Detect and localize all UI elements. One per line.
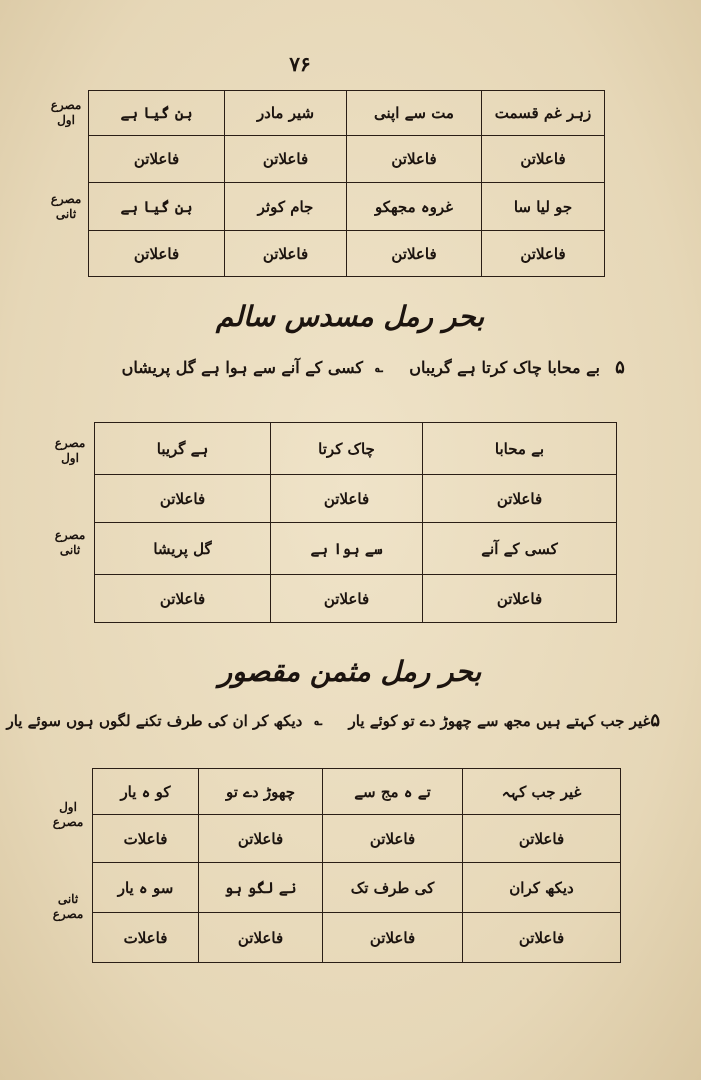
verse-2-number: ۵: [650, 710, 660, 731]
table-3-body: [93, 769, 621, 963]
meter-foot-cell: فاعلاتن: [89, 136, 225, 183]
meter-foot-cell: فاعلاتن: [89, 231, 225, 277]
table-row: [95, 423, 617, 475]
table-2-body: [95, 423, 617, 623]
verse-segment-cell: کسی کے آنے: [423, 523, 617, 575]
verse-segment-cell: تے ہ مج سے: [323, 769, 463, 815]
table-3-label-second-misra: [46, 892, 90, 922]
label-word: اول: [59, 800, 77, 814]
label-word: ثانی: [59, 543, 81, 557]
table-3-label-first-misra: [46, 800, 90, 830]
meter-foot-cell: فاعلاتن: [199, 913, 323, 963]
verse-1-second-misra: کسی کے آنے سے ہوا ہے گل پریشاں: [121, 358, 364, 377]
table-1-label-first-misra: [44, 98, 88, 128]
verse-segment-cell: غیر جب کہہ: [463, 769, 621, 815]
label-word: مصرع: [54, 528, 86, 542]
verse-segment-cell: مت سے اپنی: [347, 91, 482, 136]
meter-foot-cell: فاعلاتن: [482, 231, 605, 277]
verse-segment-cell: نے لگو ہو: [199, 863, 323, 913]
table-row: [89, 183, 605, 231]
verse-segment-cell: کی طرف تک: [323, 863, 463, 913]
table-row: [93, 769, 621, 815]
verse-segment-cell: بن گیا ہے: [89, 183, 225, 231]
verse-segment-cell: بن گیا ہے: [89, 91, 225, 136]
meter-foot-cell: فاعلاتن: [463, 815, 621, 863]
verse-2-first-misra: غیر جب کہتے ہیں مجھ سے چھوڑ دے تو کوئے یار: [348, 711, 651, 730]
label-word: مصرع: [52, 815, 84, 829]
meter-foot-cell: فاعلات: [93, 815, 199, 863]
table-row: [95, 575, 617, 623]
label-word: مصرع: [52, 907, 84, 921]
table-2-label-second-misra: [48, 528, 92, 558]
verse-segment-cell: سو ہ یار: [93, 863, 199, 913]
verse-segment-cell: سے ہوا ہے: [271, 523, 423, 575]
meter-foot-cell: فاعلات: [93, 913, 199, 963]
table-row: [93, 815, 621, 863]
scansion-table-3: [92, 768, 621, 963]
verse-segment-cell: چھوڑ دے تو: [199, 769, 323, 815]
verse-2-separator: ؎: [314, 712, 323, 729]
label-word: مصرع: [54, 436, 86, 450]
scansion-table-2: [94, 422, 617, 623]
meter-heading-1: بحر رمل مسدس سالم: [215, 300, 485, 333]
label-word: اول: [57, 113, 75, 127]
table-row: [89, 231, 605, 277]
verse-1-first-misra: بے محابا چاک کرتا ہے گریباں: [409, 358, 600, 377]
verse-segment-cell: کو ہ یار: [93, 769, 199, 815]
meter-foot-cell: فاعلاتن: [95, 575, 271, 623]
page-number: ۷۶: [289, 52, 311, 76]
verse-1-separator: ؎: [375, 359, 384, 376]
label-word: ثانی: [55, 207, 77, 221]
table-1-body: [89, 91, 605, 277]
verse-segment-cell: چاک کرتا: [271, 423, 423, 475]
meter-foot-cell: فاعلاتن: [271, 475, 423, 523]
meter-foot-cell: فاعلاتن: [323, 815, 463, 863]
table-row: [93, 863, 621, 913]
meter-foot-cell: فاعلاتن: [463, 913, 621, 963]
meter-heading-2: بحر رمل مثمن مقصور: [218, 655, 482, 688]
label-word: مصرع: [50, 98, 82, 112]
scansion-table-1: [88, 90, 605, 277]
meter-foot-cell: فاعلاتن: [323, 913, 463, 963]
label-word: مصرع: [50, 192, 82, 206]
verse-segment-cell: جام کوثر: [225, 183, 347, 231]
verse-1-number: ۵: [615, 357, 625, 378]
verse-2: [6, 710, 660, 731]
verse-segment-cell: دیکھ کران: [463, 863, 621, 913]
meter-foot-cell: فاعلاتن: [423, 475, 617, 523]
meter-foot-cell: فاعلاتن: [199, 815, 323, 863]
table-row: [95, 523, 617, 575]
verse-segment-cell: جو لیا سا: [482, 183, 605, 231]
verse-segment-cell: ہے گریبا: [95, 423, 271, 475]
meter-foot-cell: فاعلاتن: [225, 136, 347, 183]
verse-1: [80, 357, 640, 378]
meter-foot-cell: فاعلاتن: [347, 136, 482, 183]
label-word: ثانی: [57, 892, 79, 906]
table-row: [93, 913, 621, 963]
meter-foot-cell: فاعلاتن: [347, 231, 482, 277]
verse-segment-cell: شیر مادر: [225, 91, 347, 136]
meter-foot-cell: فاعلاتن: [225, 231, 347, 277]
verse-2-second-misra: دیکھ کر ان کی طرف تکنے لگوں ہوں سوئے یار: [6, 711, 303, 730]
verse-segment-cell: غروہ مجھکو: [347, 183, 482, 231]
meter-foot-cell: فاعلاتن: [482, 136, 605, 183]
verse-segment-cell: زہر غم قسمت: [482, 91, 605, 136]
table-1-label-second-misra: [44, 192, 88, 222]
meter-foot-cell: فاعلاتن: [95, 475, 271, 523]
label-word: اول: [61, 451, 79, 465]
verse-segment-cell: گل پریشا: [95, 523, 271, 575]
meter-foot-cell: فاعلاتن: [271, 575, 423, 623]
verse-segment-cell: بے محابا: [423, 423, 617, 475]
table-row: [95, 475, 617, 523]
table-row: [89, 136, 605, 183]
table-2-label-first-misra: [48, 436, 92, 466]
table-row: [89, 91, 605, 136]
meter-foot-cell: فاعلاتن: [423, 575, 617, 623]
